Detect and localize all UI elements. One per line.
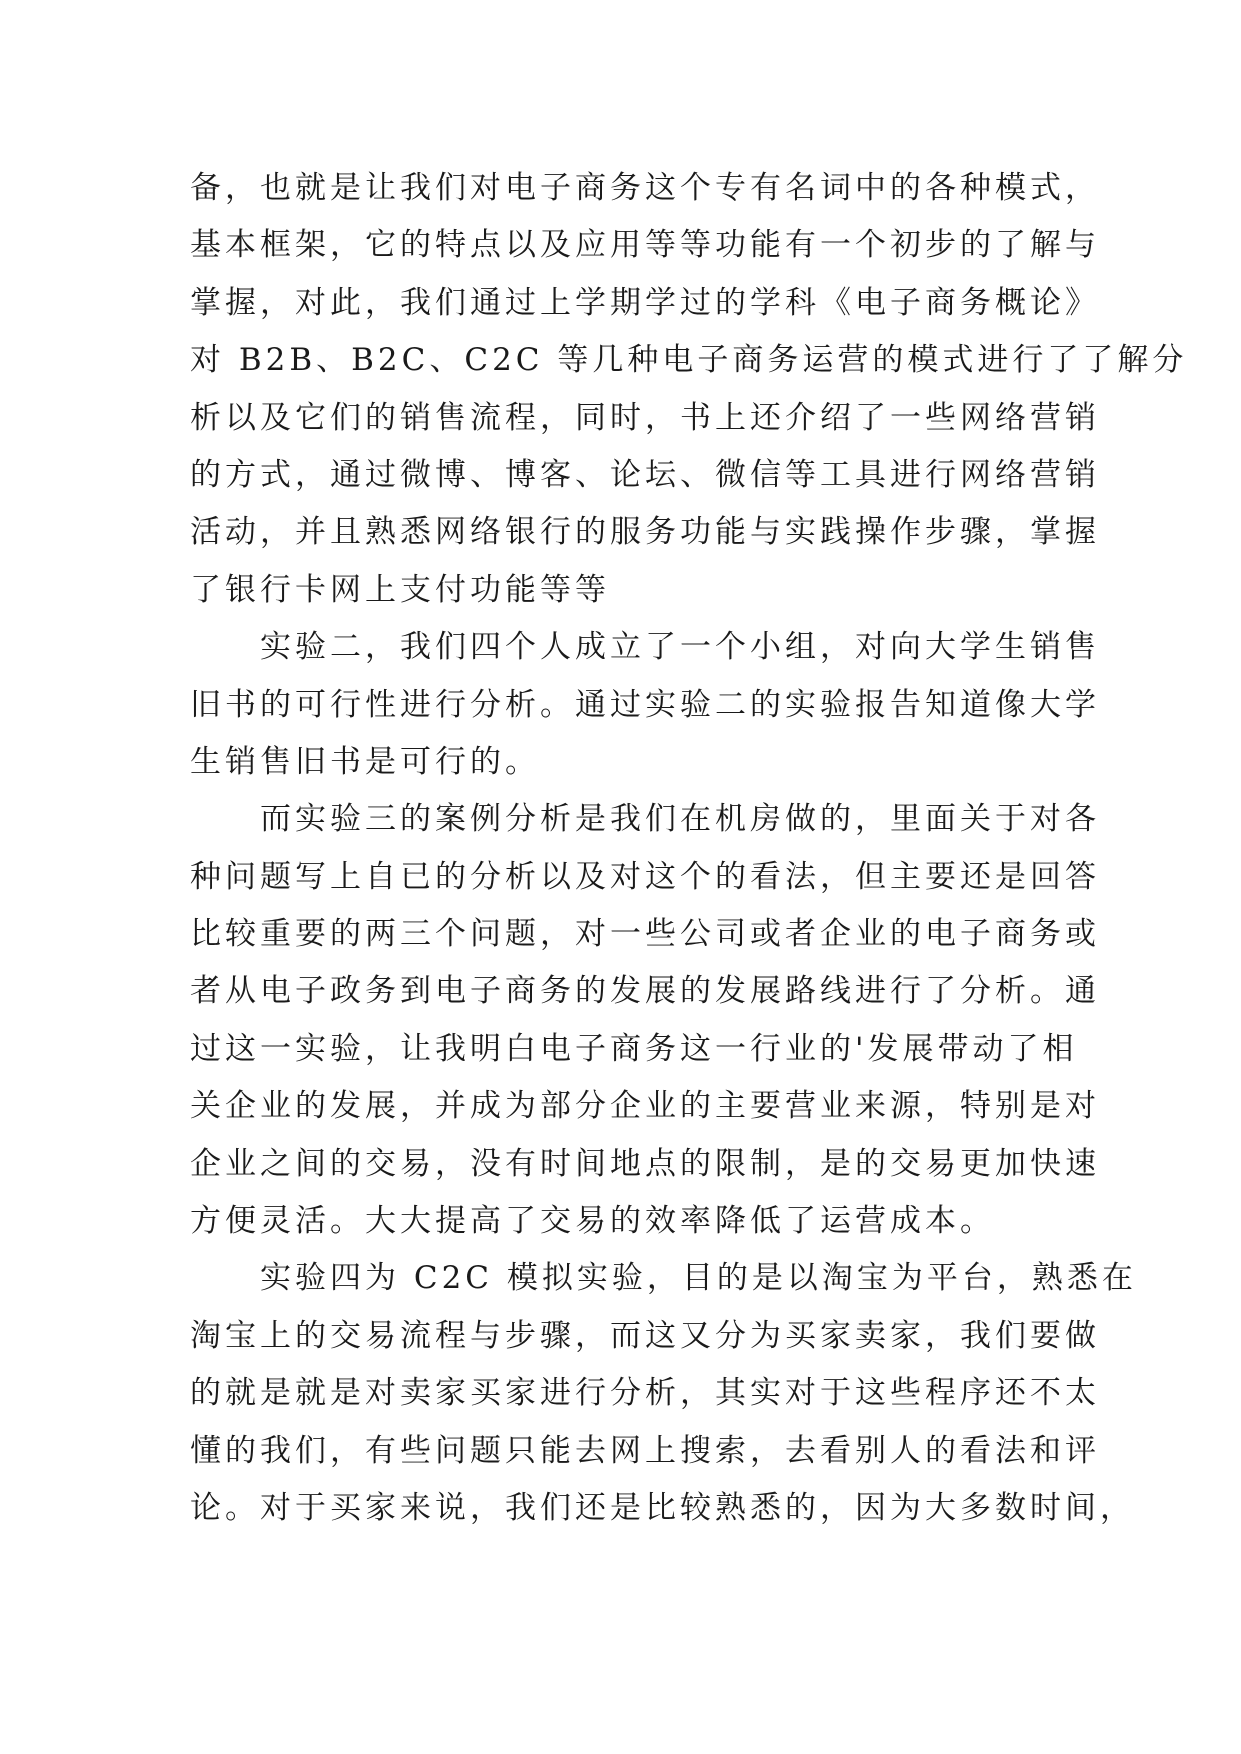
text-line: 而实验三的案例分析是我们在机房做的，里面关于对各 [260,801,1100,838]
text-line: 旧书的可行性进行分析。通过实验二的实验报告知道像大学 [190,686,1100,723]
text-line: 者从电子政务到电子商务的发展的发展路线进行了分析。通 [190,973,1100,1010]
text-line: 过这一实验，让我明白电子商务这一行业的'发展带动了相 [190,1030,1078,1067]
text-line: 实验二，我们四个人成立了一个小组，对向大学生销售 [260,629,1100,666]
text-line: 实验四为 C2C 模拟实验，目的是以淘宝为平台，熟悉在 [260,1260,1137,1297]
text-line: 掌握，对此，我们通过上学期学过的学科《电子商务概论》 [190,284,1100,321]
text-line: 论。对于买家来说，我们还是比较熟悉的，因为大多数时间， [190,1489,1135,1526]
text-line: 淘宝上的交易流程与步骤，而这又分为买家卖家，我们要做 [190,1317,1100,1354]
paragraph-4 [190,1250,1137,1537]
text-line: 活动，并且熟悉网络银行的服务功能与实践操作步骤，掌握 [190,514,1100,551]
paragraph-1 [190,160,1188,619]
text-line: 析以及它们的销售流程，同时，书上还介绍了一些网络营销 [190,399,1100,436]
text-line: 基本框架，它的特点以及应用等等功能有一个初步的了解与 [190,227,1100,264]
text-line: 了银行卡网上支付功能等等 [190,571,610,608]
text-line: 懂的我们，有些问题只能去网上搜索，去看别人的看法和评 [190,1432,1100,1469]
text-line: 方便灵活。大大提高了交易的效率降低了运营成本。 [190,1203,995,1240]
text-line: 生销售旧书是可行的。 [190,743,540,780]
text-line: 的就是就是对卖家买家进行分析，其实对于这些程序还不太 [190,1375,1100,1412]
paragraph-3 [190,791,1100,1250]
paragraph-2 [190,619,1100,791]
text-line: 企业之间的交易，没有时间地点的限制，是的交易更加快速 [190,1145,1100,1182]
text-line: 对 B2B、B2C、C2C 等几种电子商务运营的模式进行了了解分 [190,342,1188,379]
text-line: 备，也就是让我们对电子商务这个专有名词中的各种模式， [190,170,1100,206]
text-line: 比较重要的两三个问题，对一些公司或者企业的电子商务或 [190,916,1100,953]
text-line: 种问题写上自已的分析以及对这个的看法，但主要还是回答 [190,858,1100,895]
text-line: 关企业的发展，并成为部分企业的主要营业来源，特别是对 [190,1088,1100,1125]
document-body [190,160,1188,1537]
text-line: 的方式，通过微博、博客、论坛、微信等工具进行网络营销 [190,456,1100,493]
